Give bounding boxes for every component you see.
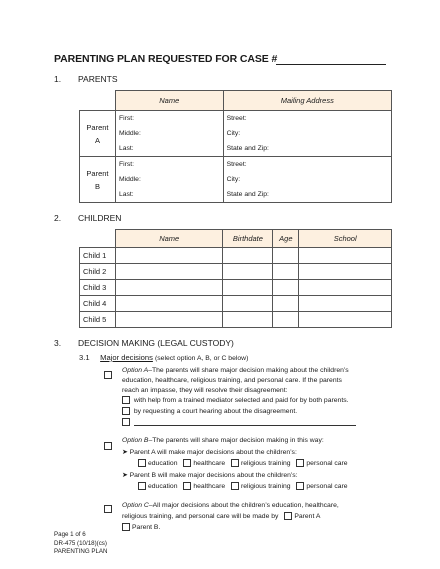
parent-a-address-fields[interactable]: Street: City: State and Zip:	[223, 111, 391, 157]
option-c-parent-b-checkbox[interactable]	[122, 523, 130, 531]
header-birthdate: Birthdate	[223, 230, 273, 248]
table-row: Child 4	[80, 296, 392, 312]
case-number-field[interactable]	[276, 64, 386, 65]
option-b-text: Option B–The parents will share major decision making in this way:	[122, 437, 324, 444]
header-mailing-address: Mailing Address	[223, 91, 391, 111]
arrow-icon: ➤	[122, 472, 128, 479]
court-hearing-checkbox[interactable]	[122, 407, 130, 415]
parent-a-label: Parent A	[80, 111, 116, 157]
parent-a-name-fields[interactable]: First: Middle: Last:	[115, 111, 223, 157]
table-row: Child 2	[80, 264, 392, 280]
option-c-parent-a-checkbox[interactable]	[284, 512, 292, 520]
subsection-3-1: 3.1 Major decisions (select option A, B, or C below)	[79, 353, 249, 362]
page-title: PARENTING PLAN REQUESTED FOR CASE #	[54, 53, 278, 65]
option-c-checkbox[interactable]	[104, 500, 114, 518]
other-field[interactable]	[134, 418, 356, 426]
option-b-parent-a-areas: education healthcare religious training personal care	[138, 459, 348, 467]
table-row: Child 5	[80, 312, 392, 328]
parent-b-address-fields[interactable]: Street: City: State and Zip:	[223, 157, 391, 203]
header-school: School	[299, 230, 392, 248]
option-a-checkbox[interactable]	[104, 366, 114, 384]
option-b-parent-b: ➤ Parent B will make major decisions about the children’s:	[122, 472, 298, 479]
table-row: Child 3	[80, 280, 392, 296]
section-children-heading: 2. CHILDREN	[54, 213, 122, 223]
form-name: PARENTING PLAN	[54, 548, 108, 555]
header-child-name: Name	[115, 230, 223, 248]
children-table	[79, 229, 392, 328]
page-footer	[54, 531, 108, 557]
parents-table	[79, 90, 392, 203]
option-a-mediator[interactable]: with help from a trained mediator selected and paid for by both parents.	[122, 396, 349, 404]
option-a-court[interactable]: by requesting a court hearing about the disagreement.	[122, 407, 297, 415]
parent-b-name-fields[interactable]: First: Middle: Last:	[115, 157, 223, 203]
option-c-text: Option C–All major decisions about the children’s education, healthcare, religious training, and personal care will be made by Parent A Parent B.	[122, 502, 339, 531]
option-b-parent-b-areas: education healthcare religious training personal care	[138, 482, 348, 490]
arrow-icon: ➤	[122, 449, 128, 456]
form-number: DR-475 (10/18)(cs)	[54, 539, 107, 547]
section-decision-heading: 3. DECISION MAKING (LEGAL CUSTODY)	[54, 338, 234, 348]
option-b-checkbox[interactable]	[104, 437, 114, 455]
header-name: Name	[115, 91, 223, 111]
section-parents-heading: 1. PARENTS	[54, 74, 118, 84]
option-a-other[interactable]	[122, 418, 356, 426]
header-age: Age	[273, 230, 299, 248]
parent-b-label: Parent B	[80, 157, 116, 203]
table-row: Child 1	[80, 248, 392, 264]
option-a-text: Option A–The parents will share major decision making about the children’s education, healthcare, religious training, and personal care. If the parents reach an impasse, they will resolve their disagreement:	[122, 367, 349, 394]
page-number: Page 1 of 6	[54, 531, 86, 538]
option-b-parent-a: ➤ Parent A will make major decisions about the children’s:	[122, 449, 297, 456]
mediator-checkbox[interactable]	[122, 396, 130, 404]
other-checkbox[interactable]	[122, 418, 130, 426]
